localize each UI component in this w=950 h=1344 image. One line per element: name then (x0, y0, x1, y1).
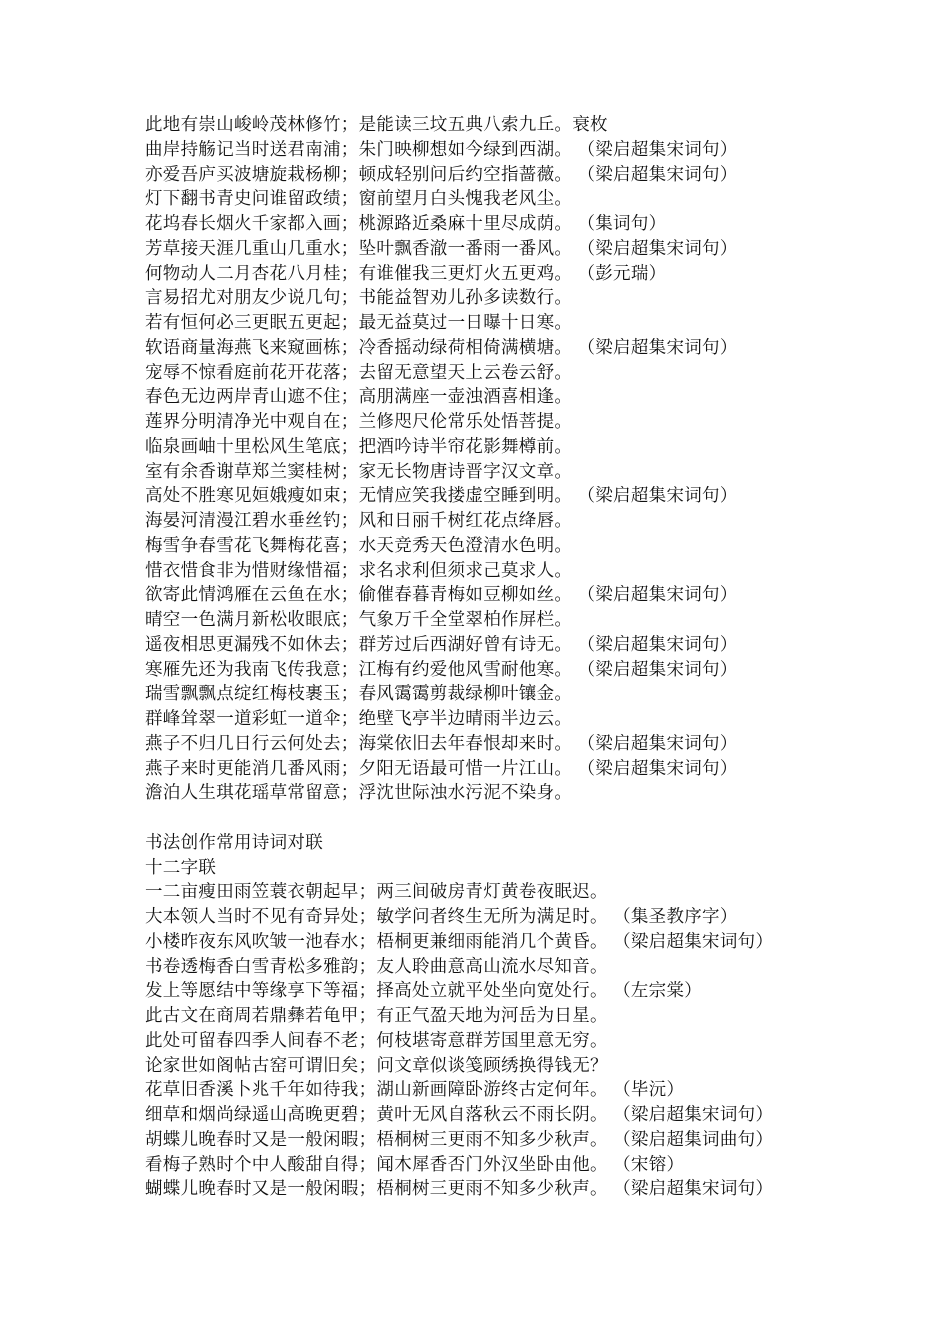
couplet-text: 若有恒何必三更眠五更起；最无益莫过一日曝十日寒。 (145, 313, 573, 333)
couplet-attribution: （宋镕） (621, 1154, 685, 1175)
couplet-line (145, 1128, 925, 1153)
couplet-line (145, 658, 925, 683)
couplet-text: 小楼昨夜东风吹皱一池春水；梧桐更兼细雨能消几个黄昏。 (145, 931, 608, 952)
couplet-line (145, 1029, 925, 1054)
section-gap (145, 806, 925, 831)
couplet-text: 此古文在商周若鼎彝若龟甲；有正气盈天地为河岳为日星。 (145, 1006, 608, 1026)
couplet-text: 大本领人当时不见有奇异处；敏学问者终生无所为满足时。 (145, 907, 608, 927)
couplet-text: 澹泊人生琪花瑶草常留意；浮沈世际浊水污泥不染身。 (145, 783, 573, 804)
couplet-attribution: （梁启超集宋词句） (586, 238, 738, 259)
couplet-list-section-2 (145, 880, 925, 1202)
couplet-text: 书卷透梅香白雪青松多雅韵；友人聆曲意高山流水尽知音。 (145, 956, 608, 977)
couplet-line (145, 262, 925, 287)
couplet-attribution: （彭元瑞） (586, 263, 667, 284)
couplet-line (145, 187, 925, 212)
couplet-text: 一二亩瘦田雨笠蓑衣朝起早；两三间破房青灯黄卷夜眠迟。 (145, 882, 608, 903)
couplet-text: 细草和烟尚绿遥山高晚更碧；黄叶无风自落秋云不雨长阴。 (145, 1105, 608, 1125)
couplet-line (145, 905, 925, 930)
couplet-list-section-1 (145, 113, 925, 806)
couplet-text: 燕子不归几日行云何处去；海棠依旧去年春恨却来时。 (145, 733, 573, 754)
couplet-attribution: （梁启超集宋词句） (621, 1179, 774, 1200)
couplet-line (145, 311, 925, 336)
document-page (145, 113, 925, 1202)
couplet-text: 欲寄此情鸿雁在云鱼在水；偷催春暮青梅如豆柳如丝。 (145, 585, 573, 606)
couplet-text: 此处可留春四季人间春不老；何枝堪寄意群芳国里意无穷。 (145, 1030, 608, 1051)
couplet-line (145, 113, 925, 138)
couplet-line (145, 1177, 925, 1202)
couplet-line (145, 138, 925, 163)
couplet-attribution: （梁启超集宋词句） (586, 585, 738, 606)
couplet-text: 莲界分明清净光中观自在；兰修咫尺伦常乐处悟菩提。 (145, 412, 573, 432)
couplet-line (145, 608, 925, 633)
couplet-text: 梅雪争春雪花飞舞梅花喜；水天竞秀天色澄清水色明。 (145, 535, 573, 556)
couplet-line (145, 757, 925, 782)
section-subheading: 十二字联 (145, 857, 217, 878)
couplet-text: 室有余香谢草郑兰窦桂树；家无长物唐诗晋字汉文章。 (145, 461, 573, 482)
couplet-line (145, 484, 925, 509)
couplet-line (145, 559, 925, 584)
couplet-attribution: （梁启超集宋词句） (586, 634, 738, 655)
couplet-line (145, 880, 925, 905)
couplet-attribution: （集词句） (586, 214, 667, 234)
couplet-text: 高处不胜寒见姮娥瘦如束；无情应笑我搂虚空睡到明。 (145, 486, 573, 507)
couplet-attribution: （梁启超集宋词句） (586, 758, 738, 779)
couplet-attribution: （梁启超集宋词句） (621, 1105, 774, 1125)
couplet-text: 寒雁先还为我南飞传我意；江梅有约爱他风雪耐他寒。 (145, 659, 573, 680)
couplet-text: 论家世如阁帖古窑可谓旧矣；问文章似谈笺顾绣换得钱无？ (145, 1055, 608, 1076)
couplet-text: 软语商量海燕飞来窥画栋；冷香摇动绿荷相倚满横塘。 (145, 337, 573, 358)
couplet-text: 此地有崇山峻岭茂林修竹；是能读三坟五典八索九丘。衰枚 (145, 115, 608, 135)
couplet-line (145, 1103, 925, 1128)
couplet-text: 花坞春长烟火千家都入画；桃源路近桑麻十里尽成荫。 (145, 214, 573, 234)
couplet-attribution: （梁启超集词曲句） (621, 1129, 774, 1150)
couplet-line (145, 361, 925, 386)
couplet-text: 曲岸持觞记当时送君南浦；朱门映柳想如今绿到西湖。 (145, 139, 573, 160)
couplet-text: 群峰耸翠一道彩虹一道伞；绝壁飞亭半边晴雨半边云。 (145, 709, 573, 729)
couplet-line (145, 732, 925, 757)
couplet-line (145, 682, 925, 707)
couplet-line (145, 385, 925, 410)
couplet-text: 燕子来时更能消几番风雨；夕阳无语最可惜一片江山。 (145, 758, 573, 779)
couplet-line (145, 509, 925, 534)
couplet-text: 言易招尤对朋友少说几句；书能益智劝儿孙多读数行。 (145, 288, 573, 309)
couplet-line (145, 633, 925, 658)
couplet-attribution: （梁启超集宋词句） (586, 659, 738, 680)
couplet-line (145, 534, 925, 559)
couplet-text: 芳草接天涯几重山几重水；坠叶飘香澈一番雨一番风。 (145, 238, 573, 259)
section-heading: 书法创作常用诗词对联 (145, 832, 323, 853)
couplet-text: 亦爱吾庐买波塘旋栽杨柳；顿成轻别问后约空指蔷薇。 (145, 164, 573, 185)
couplet-text: 海晏河清漫江碧水垂丝钓；风和日丽千树红花点绛唇。 (145, 511, 573, 531)
couplet-line (145, 336, 925, 361)
couplet-text: 临泉画岫十里松风生笔底；把酒吟诗半帘花影舞樽前。 (145, 436, 573, 457)
couplet-line (145, 1078, 925, 1103)
couplet-text: 何物动人二月杏花八月桂；有谁催我三更灯火五更鸡。 (145, 263, 573, 284)
couplet-text: 看梅子熟时个中人酸甜自得；闻木犀香否门外汉坐卧由他。 (145, 1154, 608, 1175)
couplet-line (145, 930, 925, 955)
couplet-line (145, 1004, 925, 1029)
couplet-text: 花草旧香溪卜兆千年如待我；湖山新画障卧游终古定何年。 (145, 1080, 608, 1101)
couplet-line (145, 286, 925, 311)
couplet-text: 胡蝶儿晚春时又是一般闲暇；梧桐树三更雨不知多少秋声。 (145, 1129, 608, 1150)
couplet-line (145, 1153, 925, 1178)
couplet-attribution: （左宗棠） (621, 981, 703, 1002)
couplet-line (145, 237, 925, 262)
couplet-text: 灯下翻书青史问谁留政绩；窗前望月白头愧我老风尘。 (145, 189, 573, 210)
couplet-line (145, 781, 925, 806)
couplet-attribution: （集圣教序字） (621, 907, 738, 927)
couplet-line (145, 707, 925, 732)
couplet-line (145, 410, 925, 435)
couplet-attribution: （梁启超集宋词句） (586, 486, 738, 507)
couplet-line (145, 460, 925, 485)
couplet-text: 宠辱不惊看庭前花开花落；去留无意望天上云卷云舒。 (145, 362, 573, 383)
couplet-line (145, 212, 925, 237)
couplet-line (145, 583, 925, 608)
couplet-attribution: （梁启超集宋词句） (586, 733, 738, 754)
couplet-text: 春色无边两岸青山遮不住；高朋满座一壶浊酒喜相逢。 (145, 387, 573, 408)
couplet-text: 晴空一色满月新松收眼底；气象万千全堂翠柏作屏栏。 (145, 610, 573, 630)
couplet-text: 发上等愿结中等缘享下等福；择高处立就平处坐向宽处行。 (145, 981, 608, 1002)
couplet-line (145, 979, 925, 1004)
couplet-text: 瑞雪飘飘点绽红梅枝裹玉；春风霭霭剪裁绿柳叶镶金。 (145, 684, 573, 705)
couplet-attribution: （梁启超集宋词句） (621, 931, 774, 952)
couplet-attribution: （梁启超集宋词句） (586, 164, 738, 185)
couplet-attribution: （梁启超集宋词句） (586, 139, 738, 160)
couplet-attribution: （毕沅） (621, 1080, 685, 1101)
couplet-line (145, 955, 925, 980)
couplet-line (145, 435, 925, 460)
couplet-attribution: （梁启超集宋词句） (586, 337, 738, 358)
couplet-text: 惜衣惜食非为惜财缘惜福；求名求利但须求己莫求人。 (145, 560, 573, 581)
couplet-line (145, 163, 925, 188)
couplet-text: 蝴蝶儿晚春时又是一般闲暇；梧桐树三更雨不知多少秋声。 (145, 1179, 608, 1200)
couplet-line (145, 1054, 925, 1079)
couplet-text: 遥夜相思更漏残不如休去；群芳过后西湖好曾有诗无。 (145, 634, 573, 655)
